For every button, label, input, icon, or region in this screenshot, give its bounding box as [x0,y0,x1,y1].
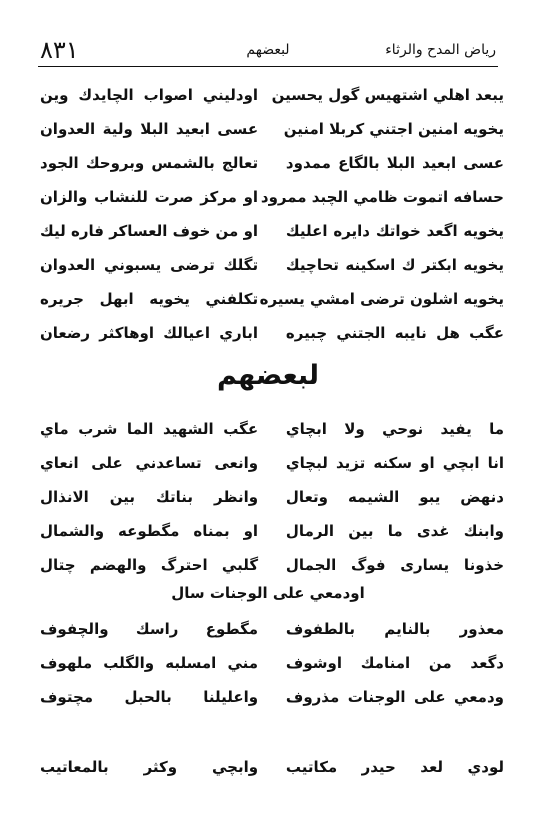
first-hemistich: يخويه اگعد خواتك دايره اعليك [285,222,504,240]
first-hemistich: معذور بالنايم بالطفوف [285,620,504,638]
verse-row [40,750,504,784]
first-hemistich: لودي لعد حيدر مكاتيب [285,758,504,776]
page-header [40,38,496,62]
first-hemistich: يخويه اشلون ترضى امشي يسيره [259,290,504,308]
first-hemistich: حسافه اتموت ظامي الچبد ممرود [260,188,504,206]
first-hemistich: وابنك غدى ما بين الرمال [285,522,504,540]
poem-4 [40,750,504,784]
verse-row [40,680,504,714]
first-hemistich: يخويه ابكتر ك اسكينه تحاچيك [285,256,504,274]
second-hemistich: وانعى تساعدني على انعاي [40,454,259,472]
second-hemistich: او مركز صرت للنشاب والزان [40,188,259,206]
verse-row [40,316,504,350]
poem-3 [40,612,504,714]
second-hemistich: وانظر بناتك بين الانذال [40,488,259,506]
second-hemistich: مگطوع راسك والچفوف [40,620,259,638]
second-hemistich: او من خوف العساكر فاره ليك [40,222,259,240]
second-hemistich: گلبي احترگ والهضم چتال [40,556,259,574]
second-hemistich: عگب الشهيد الما شرب ماي [40,420,259,438]
verse-row [40,180,504,214]
first-hemistich: دنهض يبو الشيمه وتعال [285,488,504,506]
second-hemistich: عسى ابعيد البلا ولية العدوان [40,120,259,138]
second-hemistich: اباري اعيالك اوهاكثر رضعان [40,324,259,342]
second-hemistich: مني امسلبه والگلب ملهوف [40,654,259,672]
verse-row [40,548,504,582]
first-hemistich: ما يفيد نوحي ولا ابچاي [285,420,504,438]
verse-row [40,112,504,146]
first-hemistich: ودمعي على الوجنات مذروف [285,688,504,706]
first-hemistich: دگعد من امنامك اوشوف [285,654,504,672]
verse-row [40,146,504,180]
poem-1 [40,78,504,350]
first-hemistich: يبعد اهلي اشتهيس گول يحسين [271,86,504,104]
first-hemistich: يخويه امنين اجتني كربلا امنين [283,120,504,138]
first-hemistich: خذونا يسارى فوگ الجمال [285,556,504,574]
verse-row [40,480,504,514]
first-hemistich: عسى ابعيد البلا بالگاع ممدود [285,154,504,172]
verse-row [40,446,504,480]
first-hemistich: عگب هل نايبه الجتني چبيره [285,324,504,342]
running-section-title: لبعضهم [246,42,290,58]
header-rule [38,66,498,67]
verse-row [40,214,504,248]
centered-verse: اودمعي على الوجنات سال [171,584,365,602]
page-number: ٨٣١ [40,36,79,64]
verse-row [40,612,504,646]
verse-row [40,78,504,112]
second-hemistich: تگلك ترضى يسبوني العدوان [40,256,259,274]
book-title: رياض المدح والرثاء [385,42,496,58]
verse-row [40,248,504,282]
second-hemistich: تعالج بالشمس وبروحك الجود [40,154,259,172]
second-hemistich: تكلفني يخويه ابهل جريره [40,290,259,308]
verse-row [40,282,504,316]
section-heading: لبعضهم [216,360,319,391]
second-hemistich: او بمناه مگطوعه والشمال [40,522,259,540]
verse-row [40,412,504,446]
verse-row [40,646,504,680]
second-hemistich: اودليني اصواب الچايدك وين [40,86,259,104]
poem-2 [40,412,504,582]
second-hemistich: واعليلنا بالحبل مچتوف [40,688,259,706]
verse-row [40,514,504,548]
second-hemistich: وابچي وكثر بالمعاتيب [40,758,259,776]
first-hemistich: انا ابچي او سكنه تزيد لبچاي [285,454,504,472]
